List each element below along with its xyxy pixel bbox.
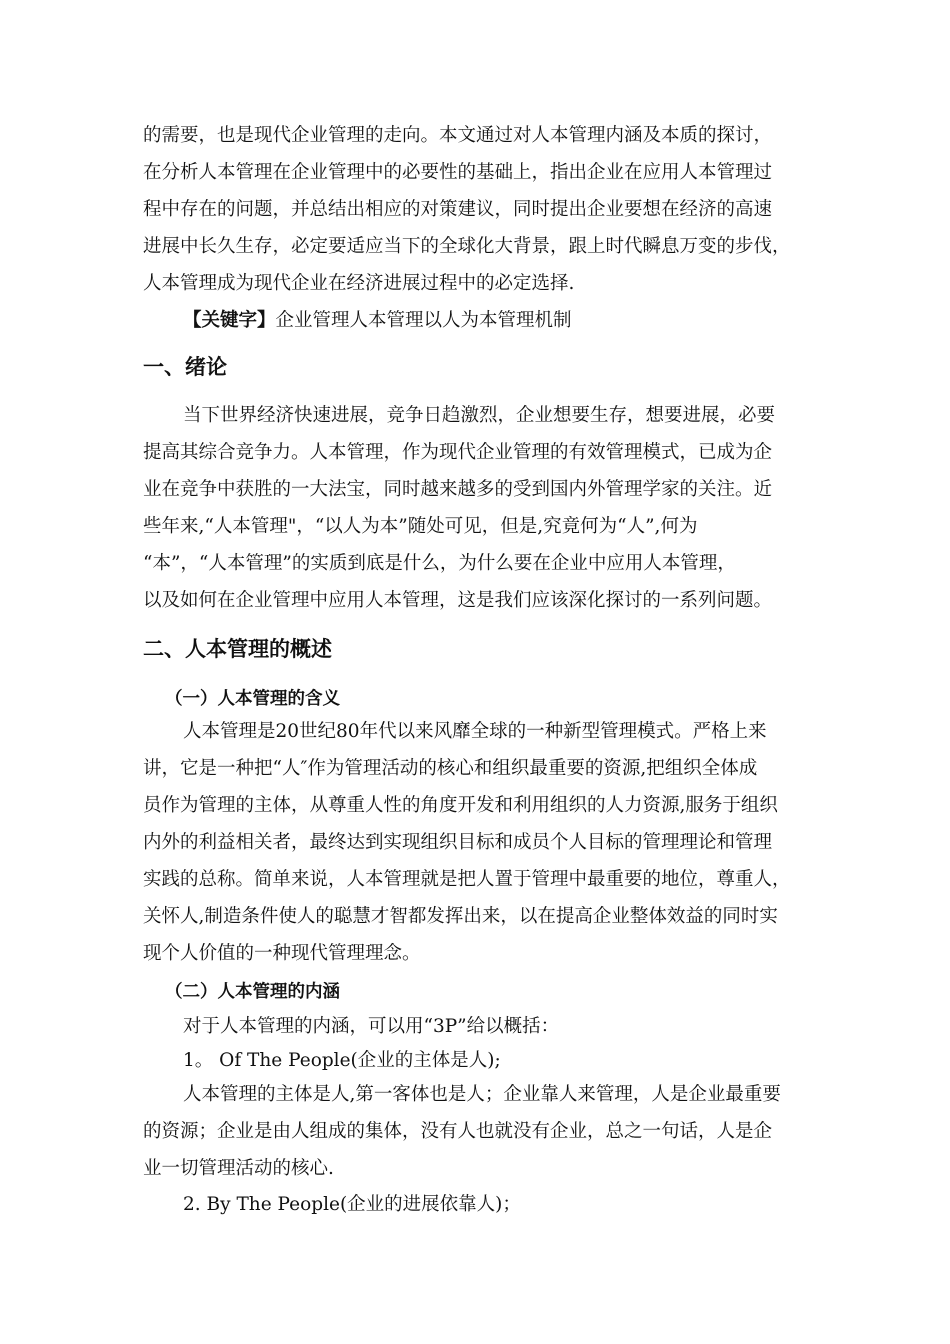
paragraph-line: 对于人本管理的内涵，可以用“3P”给以概括： bbox=[183, 1016, 560, 1037]
paragraph-line: 实践的总称。简单来说，人本管理就是把人置于管理中最重要的地位，尊重人， bbox=[143, 869, 791, 890]
keywords-line bbox=[183, 309, 813, 333]
paragraph-line: 业一切管理活动的核心. bbox=[143, 1158, 334, 1179]
list-item-title: 1。 Of The People(企业的主体是人); bbox=[183, 1050, 501, 1071]
paragraph-line: 内外的利益相关者，最终达到实现组织目标和成员个人目标的管理理论和管理 bbox=[143, 832, 773, 853]
keywords-label: 【关键字】 bbox=[183, 310, 276, 331]
keywords-text: 企业管理人本管理以人为本管理机制 bbox=[275, 310, 572, 331]
paragraph-line: 的资源；企业是由人组成的集体，没有人也就没有企业，总之一句话，人是企 bbox=[143, 1121, 773, 1142]
list-item-title: 2. By The People(企业的进展依靠人)； bbox=[183, 1194, 521, 1215]
paragraph-line: 现个人价值的一种现代管理理念。 bbox=[143, 943, 421, 964]
paragraph-line: 人本管理的主体是人,第一客体也是人；企业靠人来管理，人是企业最重要 bbox=[183, 1084, 781, 1105]
subsection-heading-connotation: （二）人本管理的内涵 bbox=[165, 982, 340, 1002]
paragraph-line: “本”，“人本管理”的实质到底是什么，为什么要在企业中应用人本管理， bbox=[143, 553, 736, 574]
paragraph-line: 讲，它是一种把“人″作为管理活动的核心和组织最重要的资源,把组织全体成 bbox=[143, 758, 758, 779]
abstract-line: 的需要，也是现代企业管理的走向。本文通过对人本管理内涵及本质的探讨， bbox=[143, 125, 773, 146]
paragraph-line: 关怀人,制造条件使人的聪慧才智都发挥出来，以在提高企业整体效益的同时实 bbox=[143, 906, 778, 927]
section-heading-overview: 二、人本管理的概述 bbox=[143, 637, 332, 661]
paragraph-line: 提高其综合竞争力。人本管理，作为现代企业管理的有效管理模式，已成为企 bbox=[143, 442, 773, 463]
paragraph-line: 当下世界经济快速进展，竞争日趋激烈，企业想要生存，想要进展，必要 bbox=[183, 405, 776, 426]
abstract-line: 人本管理成为现代企业在经济进展过程中的必定选择. bbox=[143, 273, 575, 294]
paragraph-line: 人本管理是20世纪80年代以来风靡全球的一种新型管理模式。严格上来 bbox=[183, 721, 767, 742]
paragraph-line: 以及如何在企业管理中应用人本管理，这是我们应该深化探讨的一系列问题。 bbox=[143, 590, 773, 611]
abstract-line: 程中存在的问题，并总结出相应的对策建议，同时提出企业要想在经济的高速 bbox=[143, 199, 773, 220]
paragraph-line: 业在竞争中获胜的一大法宝，同时越来越多的受到国内外管理学家的关注。近 bbox=[143, 479, 773, 500]
abstract-line: 进展中长久生存，必定要适应当下的全球化大背景，跟上时代瞬息万变的步伐， bbox=[143, 236, 791, 257]
subsection-heading-meaning: （一）人本管理的含义 bbox=[165, 689, 340, 709]
abstract-line: 在分析人本管理在企业管理中的必要性的基础上，指出企业在应用人本管理过 bbox=[143, 162, 773, 183]
section-heading-introduction: 一、绪论 bbox=[143, 355, 227, 379]
paragraph-line: 些年来,“人本管理"，“以人为本”随处可见，但是,究竟何为“人”,何为 bbox=[143, 516, 698, 537]
paragraph-line: 员作为管理的主体，从尊重人性的角度开发和利用组织的人力资源,服务于组织 bbox=[143, 795, 778, 816]
